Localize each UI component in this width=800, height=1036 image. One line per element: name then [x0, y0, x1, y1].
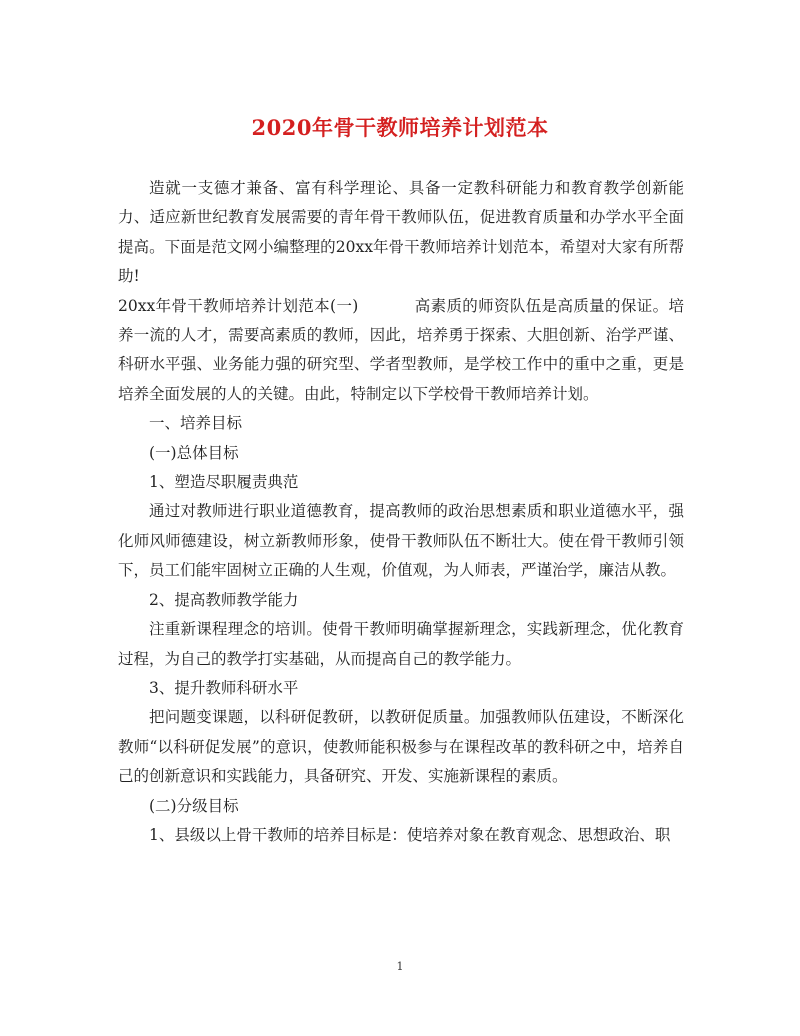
heading-overall-goal: (一)总体目标 — [149, 443, 239, 462]
intro-paragraph: 造就一支德才兼备、富有科学理论、具备一定教科研能力和教育教学创新能力、适应新世纪教育发展需要的青年骨干教师队伍，促进教育质量和办学水平全面提高。下面是范文网小编整理的20xx年骨干教师培养计划范本，希望对大家有所帮助! — [118, 179, 684, 286]
heading-level-1: 一、培养目标 — [149, 414, 243, 433]
page-number: 1 — [396, 960, 404, 973]
section-paragraph — [118, 292, 684, 410]
item-2-title: 2、提高教师教学能力 — [149, 590, 299, 609]
item-4-text: 1、县级以上骨干教师的培养目标是：使培养对象在教育观念、思想政治、职 — [149, 825, 671, 844]
item-1-text: 通过对教师进行职业道德教育，提高教师的政治思想素质和职业道德水平，强化师风师德建设，树立新教师形象，使骨干教师队伍不断壮大。使在骨干教师引领下，员工们能牢固树立正确的人生观，价值观，为人师表，严谨治学，廉洁从教。 — [118, 502, 684, 580]
item-1-title: 1、塑造尽职履责典范 — [149, 473, 299, 492]
item-3-text: 把问题变课题，以科研促教研，以教研促质量。加强教师队伍建设，不断深化教师“以科研促发展”的意识，使教师能积极参与在课程改革的教科研之中，培养自己的创新意识和实践能力，具备研究、开发、实施新课程的素质。 — [118, 708, 684, 786]
section-intro: 高素质的师资队伍是高质量的保证。培养一流的人才，需要高素质的教师，因此，培养勇于探索、大胆创新、治学严谨、科研水平强、业务能力强的研究型、学者型教师，是学校工作中的重中之重，更是培养全面发展的人的关键。由此，特制定以下学校骨干教师培养计划。 — [118, 296, 684, 403]
section-heading: 20xx年骨干教师培养计划范本(一) — [118, 296, 359, 315]
document-body — [118, 174, 684, 850]
item-2-text: 注重新课程理念的培训。使骨干教师明确掌握新理念，实践新理念，优化教育过程，为自己的教学打实基础，从而提高自己的教学能力。 — [118, 620, 684, 668]
heading-graded-goal: (二)分级目标 — [149, 796, 239, 815]
document-title: 2020年骨干教师培养计划范本 — [251, 115, 549, 140]
item-3-title: 3、提升教师科研水平 — [149, 678, 299, 697]
